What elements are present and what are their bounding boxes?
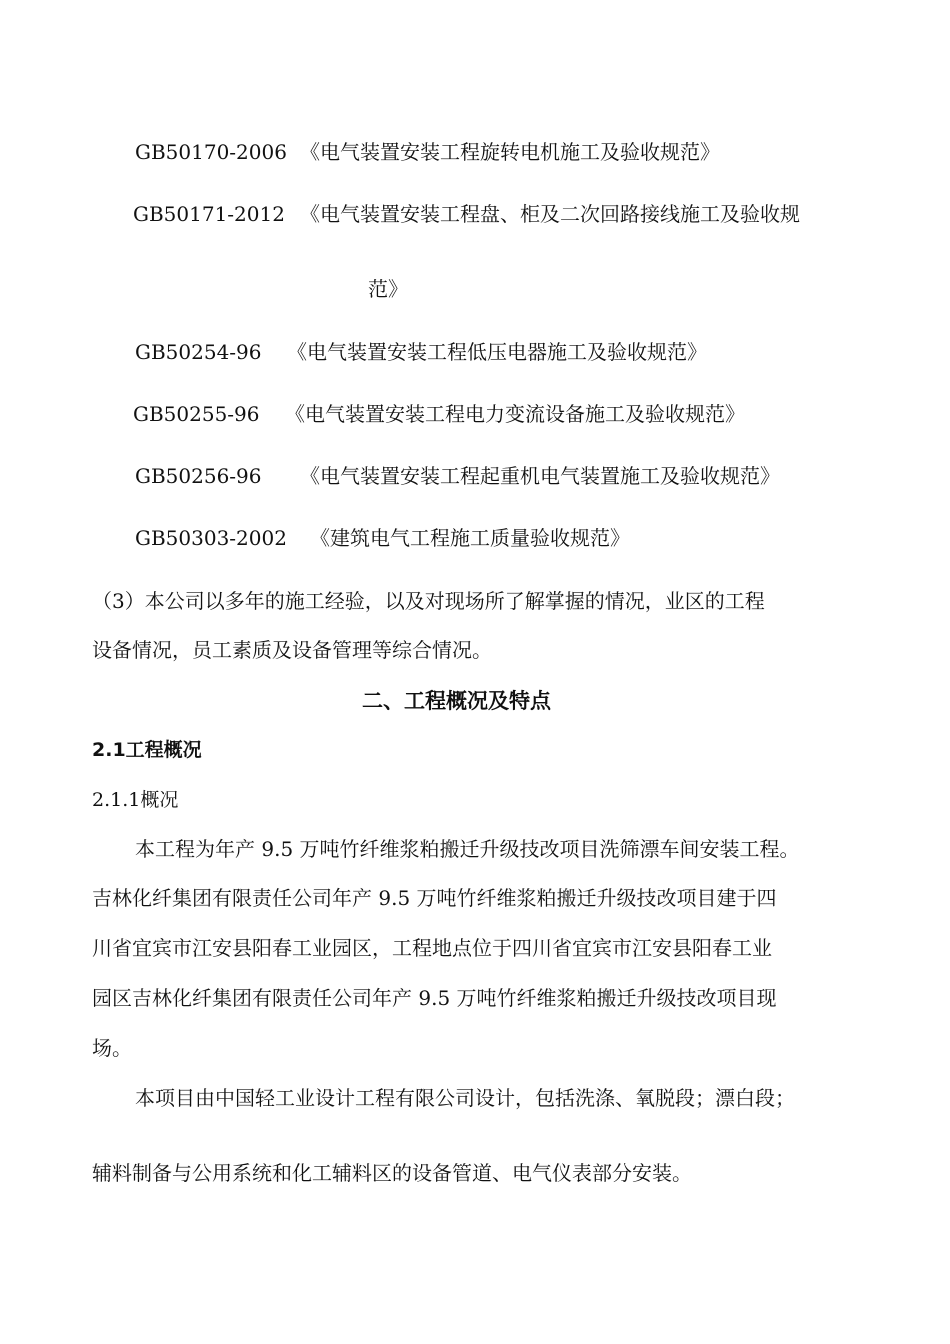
standard-item — [135, 338, 707, 366]
standard-code: GB50171-2012 — [133, 202, 285, 226]
paragraph-line: 川省宜宾市江安县阳春工业园区，工程地点位于四川省宜宾市江安县阳春工业 — [92, 936, 772, 960]
standard-title: 《电气装置安装工程旋转电机施工及验收规范》 — [300, 140, 720, 164]
standard-item — [135, 462, 780, 490]
standard-item — [133, 400, 745, 428]
standard-code: GB50255-96 — [133, 402, 260, 426]
standard-code: GB50254-96 — [135, 340, 262, 364]
standard-item — [133, 200, 800, 228]
paragraph-line: 园区吉林化纤集团有限责任公司年产 9.5 万吨竹纤维浆粕搬迁升级技改项目现 — [92, 986, 777, 1010]
standard-code: GB50170-2006 — [135, 140, 287, 164]
item3-line: 设备情况，员工素质及设备管理等综合情况。 — [92, 638, 492, 662]
paragraph-line: 场。 — [92, 1036, 132, 1060]
standard-item — [135, 138, 720, 166]
standard-title: 《电气装置安装工程起重机电气装置施工及验收规范》 — [300, 464, 780, 488]
section-title: 二、工程概况及特点 — [362, 689, 551, 713]
standard-title: 《电气装置安装工程电力变流设备施工及验收规范》 — [285, 402, 745, 426]
subsubsection-title: 2.1.1概况 — [92, 789, 179, 811]
standard-code: GB50303-2002 — [135, 526, 287, 550]
standard-title: 《电气装置安装工程盘、柜及二次回路接线施工及验收规 — [300, 202, 800, 226]
standard-title: 《电气装置安装工程低压电器施工及验收规范》 — [287, 340, 707, 364]
standard-title-continuation: 范》 — [368, 277, 408, 301]
standard-item — [135, 524, 630, 552]
paragraph-line: 本工程为年产 9.5 万吨竹纤维浆粕搬迁升级技改项目洗筛漂车间安装工程。 — [135, 837, 800, 861]
item3-line: （3）本公司以多年的施工经验，以及对现场所了解掌握的情况，业区的工程 — [92, 589, 765, 613]
standard-title: 《建筑电气工程施工质量验收规范》 — [310, 526, 630, 550]
paragraph-line: 本项目由中国轻工业设计工程有限公司设计，包括洗涤、氧脱段；漂白段； — [135, 1086, 795, 1110]
subsection-title: 2.1工程概况 — [92, 739, 202, 761]
paragraph-line: 辅料制备与公用系统和化工辅料区的设备管道、电气仪表部分安装。 — [92, 1161, 692, 1185]
standard-code: GB50256-96 — [135, 464, 262, 488]
paragraph-line: 吉林化纤集团有限责任公司年产 9.5 万吨竹纤维浆粕搬迁升级技改项目建于四 — [92, 886, 777, 910]
